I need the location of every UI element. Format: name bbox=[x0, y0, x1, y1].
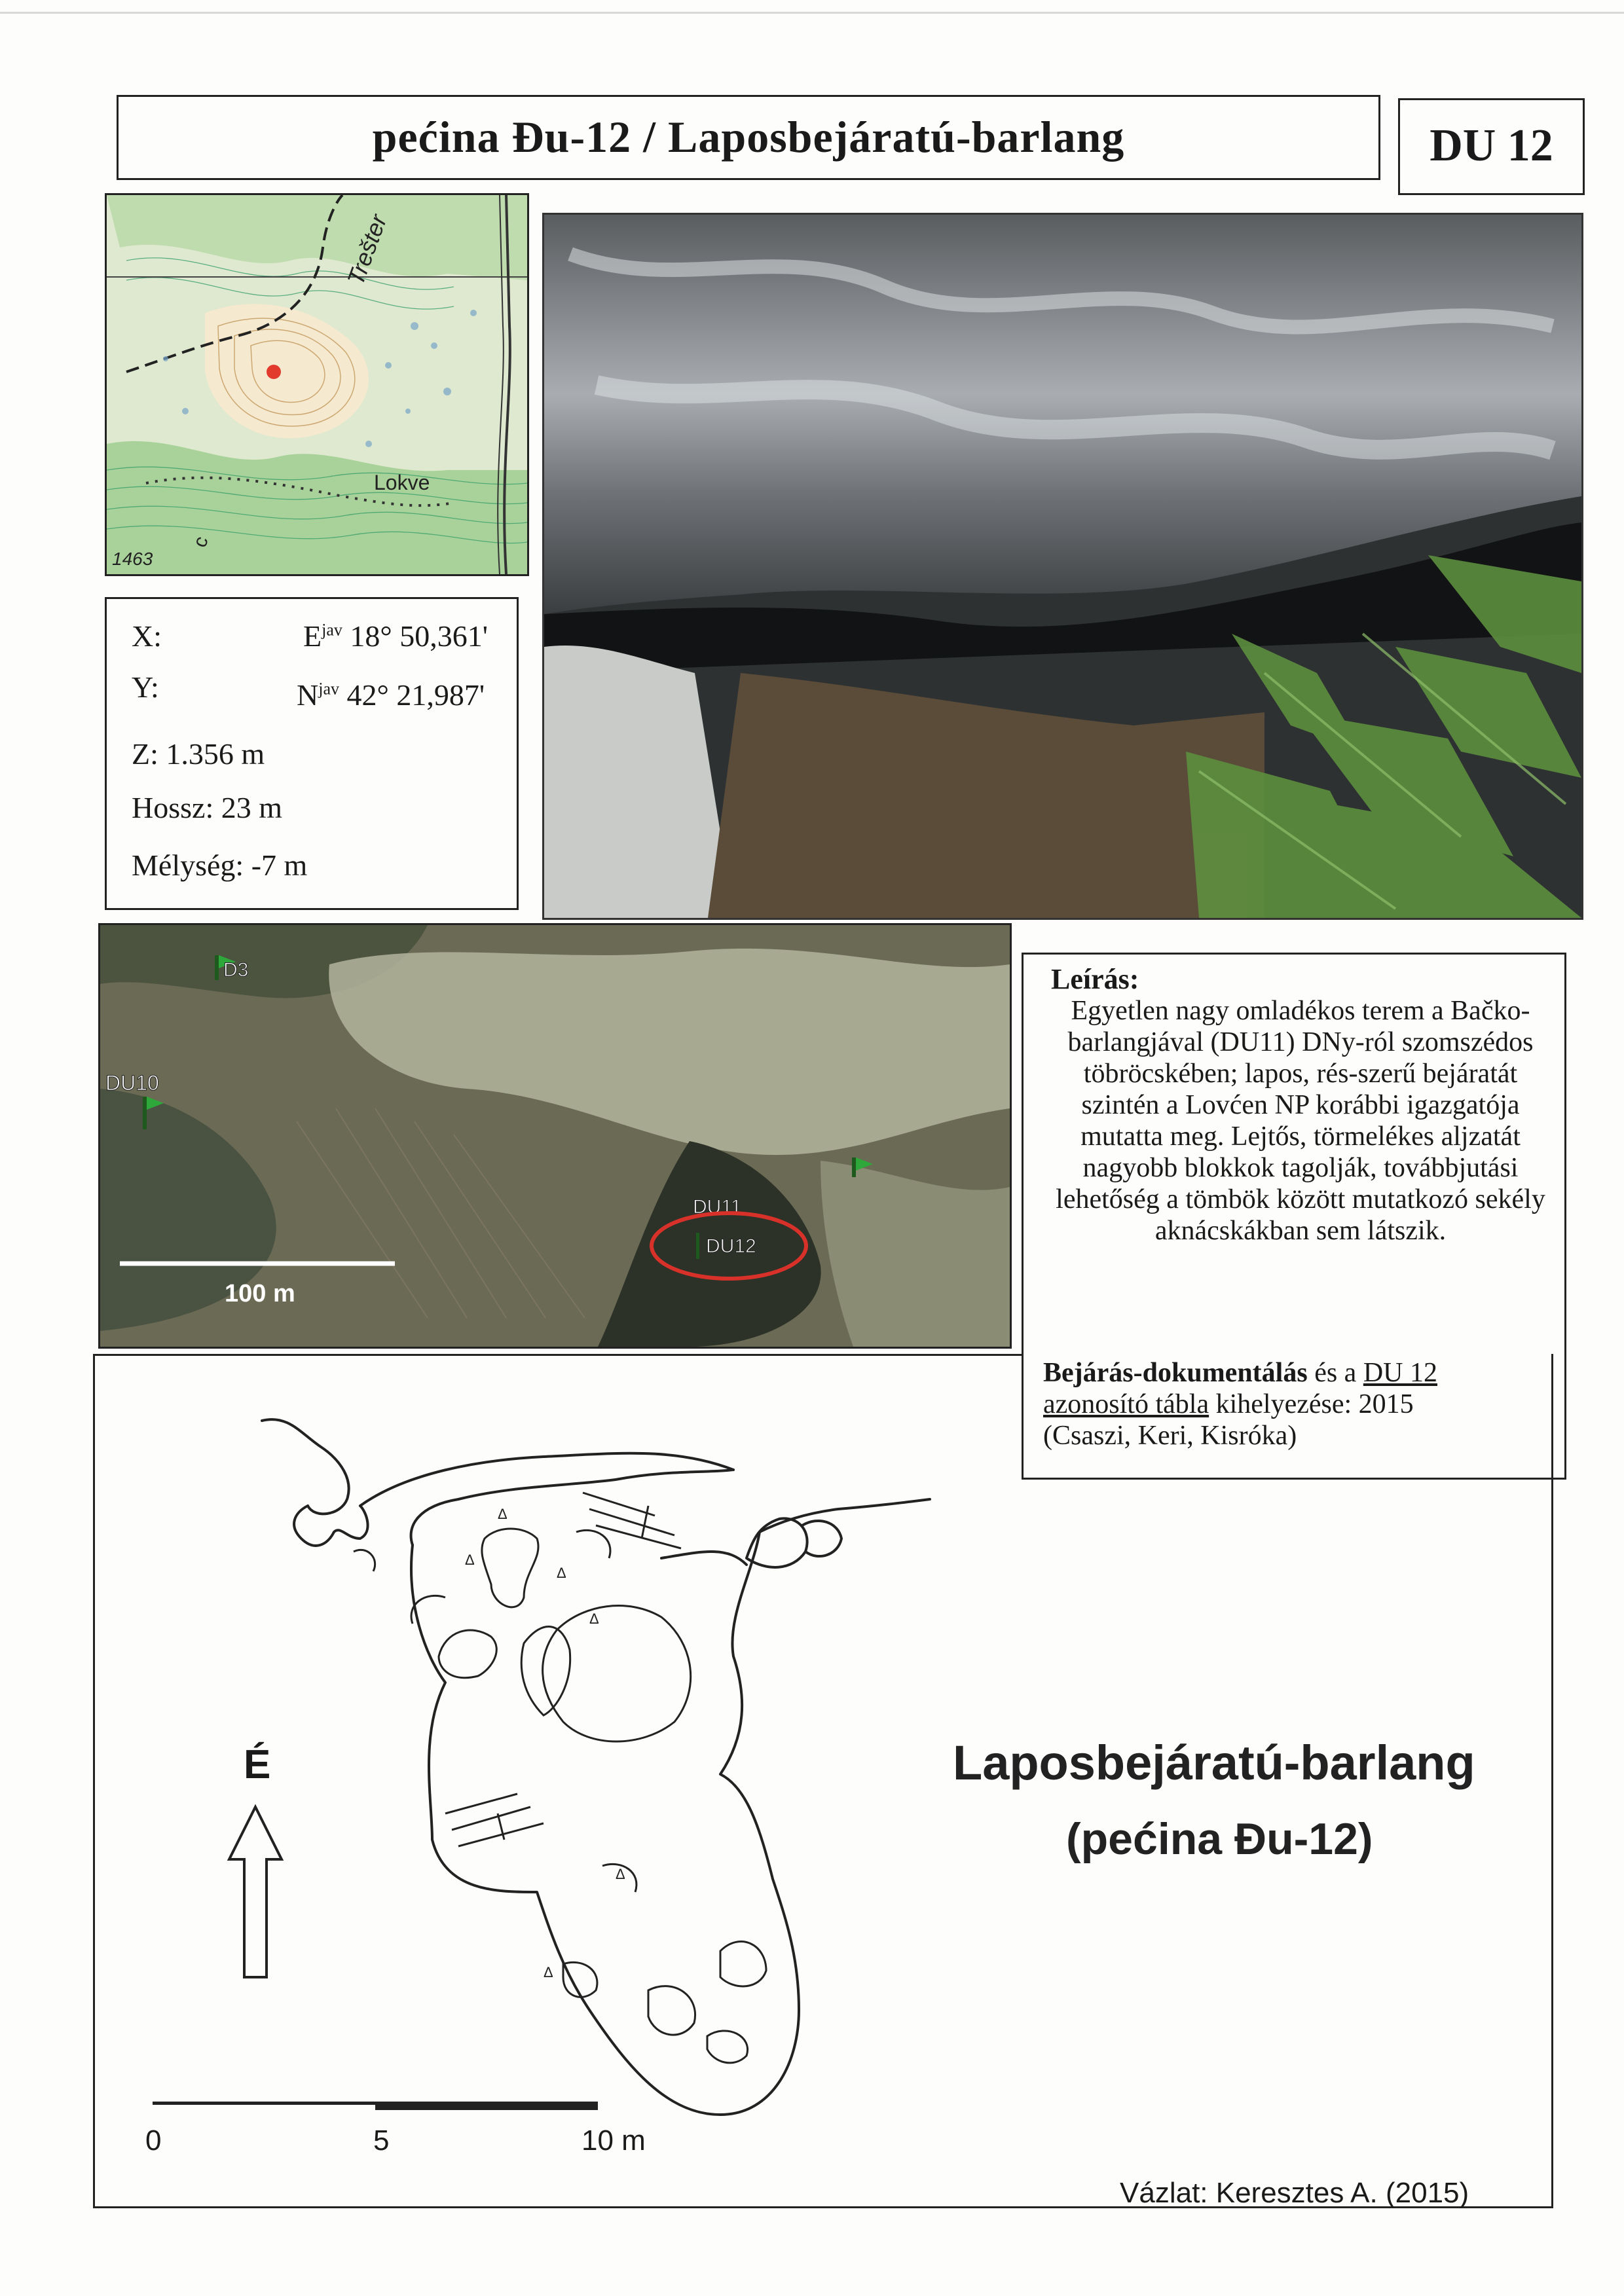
map-label-letter: c bbox=[189, 534, 213, 551]
north-label: É bbox=[244, 1742, 271, 1787]
map-label-river: Trešter bbox=[341, 211, 392, 289]
title-box bbox=[117, 95, 1380, 180]
north-arrow-icon bbox=[226, 1804, 285, 1980]
y-label: Y: bbox=[132, 670, 159, 704]
svg-text:Δ: Δ bbox=[589, 1611, 599, 1627]
marker-du12: DU12 bbox=[706, 1235, 756, 1257]
page-title: pećina Đu-12 / Laposbejáratú-barlang bbox=[372, 112, 1125, 162]
svg-text:Δ: Δ bbox=[498, 1506, 507, 1522]
svg-text:Δ: Δ bbox=[544, 1964, 553, 1980]
topo-map bbox=[105, 193, 529, 576]
code-box bbox=[1398, 98, 1585, 195]
scan-artifact-line bbox=[0, 12, 1624, 14]
doc-bold: Bejárás-dokumentálás bbox=[1043, 1358, 1308, 1388]
satellite-scale-label: 100 m bbox=[225, 1280, 295, 1307]
depth: Mélység: -7 m bbox=[132, 848, 308, 882]
svg-text:Δ: Δ bbox=[557, 1565, 566, 1581]
svg-text:Δ: Δ bbox=[616, 1866, 625, 1882]
map-label-elevation: 1463 bbox=[112, 549, 153, 569]
cave-code: DU 12 bbox=[1430, 120, 1553, 171]
map-label-village: Lokve bbox=[374, 471, 430, 494]
scale-tick-0: 0 bbox=[145, 2124, 162, 2157]
length: Hossz: 23 m bbox=[132, 791, 282, 824]
y-coordinate: $N^{jav}$ 42° 21,987' bbox=[297, 678, 485, 712]
doc-plate-underlined: azonosító tábla bbox=[1043, 1389, 1209, 1419]
scale-tick-5: 5 bbox=[373, 2124, 390, 2157]
description-body: Egyetlen nagy omladékos terem a Bačko-barlangjával (DU11) DNy-ról szomszédos töbröcskében; lapos, rés-szerű bejáratát szintén a Lovćen NP korábbi igazgatója mutatta meg. Lejtős, törmelékes aljzatát nagyobb blokkok tagolják, továbbjutási lehetőség a tömbök között mutatkozó sekély aknácskákban sem látszik. bbox=[1056, 996, 1545, 1246]
satellite-image bbox=[98, 923, 1012, 1349]
description-heading: Leírás: bbox=[1051, 963, 1139, 995]
cave-entrance-photo bbox=[542, 213, 1583, 920]
marker-d3: D3 bbox=[223, 959, 249, 981]
sketch-scale-bar bbox=[149, 2095, 621, 2115]
topo-map-graphic bbox=[107, 195, 527, 574]
cave-location-marker bbox=[267, 365, 281, 379]
x-coordinate: $E^{jav}$ 18° 50,361' bbox=[303, 619, 489, 653]
satellite-graphic bbox=[100, 925, 1010, 1347]
x-label: X: bbox=[132, 619, 162, 653]
coordinates-box bbox=[105, 597, 519, 910]
sketch-credit: Vázlat: Keresztes A. (2015) bbox=[1120, 2177, 1469, 2209]
marker-du10: DU10 bbox=[105, 1071, 159, 1095]
documentation-note: Bejárás-dokumentálás és a DU 12 azonosító tábla kihelyezése: 2015 (Csaszi, Keri, Kisróka) bbox=[1043, 1358, 1437, 1451]
cave-title: Laposbejáratú-barlang bbox=[953, 1736, 1475, 1790]
altitude: Z: 1.356 m bbox=[132, 737, 265, 771]
marker-du11: DU11 bbox=[693, 1196, 742, 1218]
photo-graphic bbox=[544, 215, 1581, 918]
scale-tick-10: 10 m bbox=[581, 2124, 646, 2157]
svg-text:Δ: Δ bbox=[465, 1552, 475, 1568]
doc-people: (Csaszi, Keri, Kisróka) bbox=[1043, 1421, 1297, 1451]
doc-code-underlined: DU 12 bbox=[1363, 1358, 1437, 1388]
cave-subtitle: (pećina Đu-12) bbox=[1066, 1814, 1373, 1864]
